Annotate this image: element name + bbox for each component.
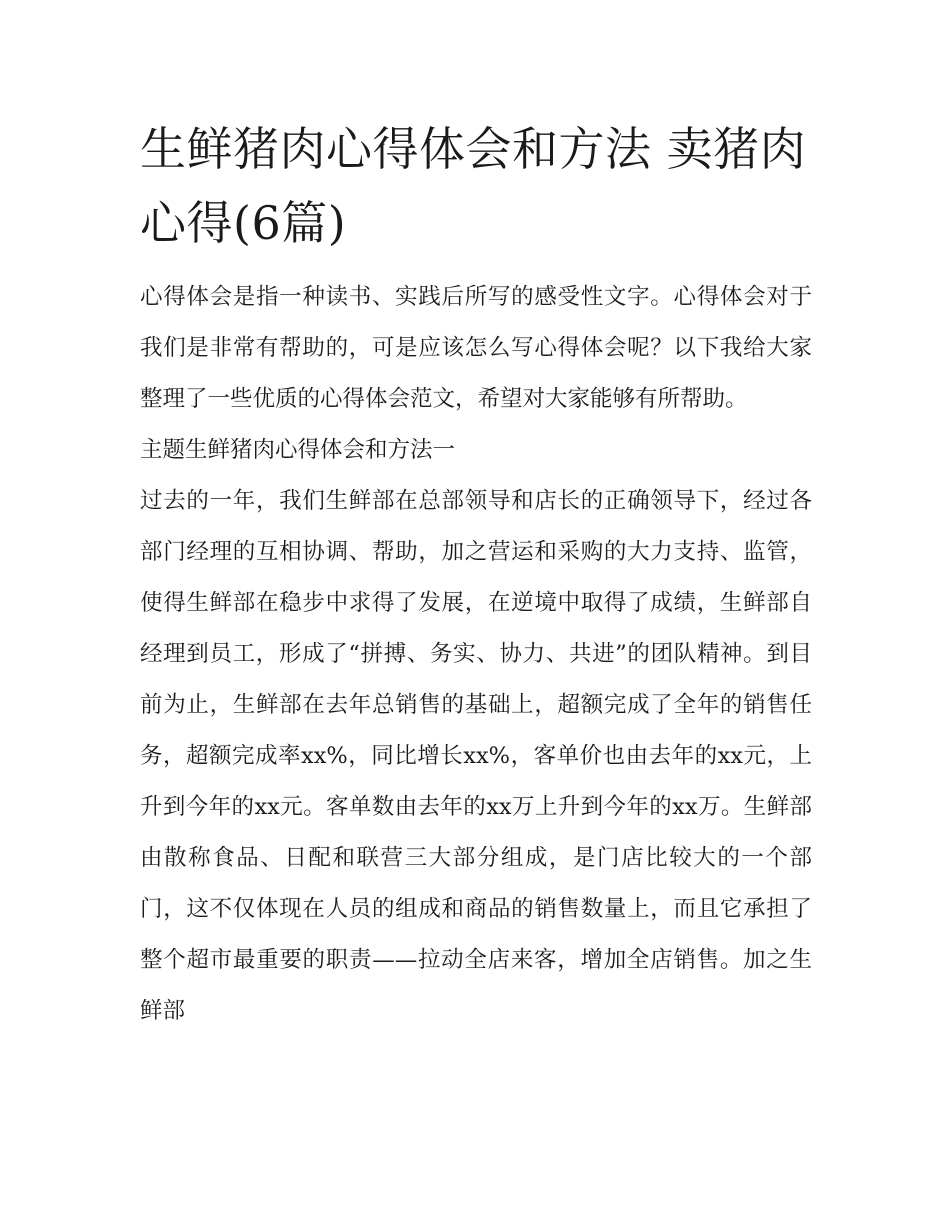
document-page <box>140 112 812 1037</box>
section-heading: 主题生鲜猪肉心得体会和方法一 <box>140 437 456 463</box>
document-title: 生鲜猪肉心得体会和方法 卖猪肉心得(6篇) <box>140 122 807 250</box>
body-paragraph: 过去的一年，我们生鲜部在总部领导和店长的正确领导下，经过各部门经理的互相协调、帮助，加之营运和采购的大力支持、监管，使得生鲜部在稳步中求得了发展，在逆境中取得了成绩，生鲜部自经理到员工，形成了“拼搏、务实、协力、共进”的团队精神。到目前为止，生鲜部在去年总销售的基础上，超额完成了全年的销售任务，超额完成率xx%，同比增长xx%，客单价也由去年的xx元，上升到今年的xx元。客单数由去年的xx万上升到今年的xx万。生鲜部由散称食品、日配和联营三大部分组成，是门店比较大的一个部门，这不仅体现在人员的组成和商品的销售数量上，而且它承担了整个超市最重要的职责——拉动全店来客，增加全店销售。加之生鲜部 <box>140 488 812 1024</box>
intro-paragraph: 心得体会是指一种读书、实践后所写的感受性文字。心得体会对于我们是非常有帮助的，可是应该怎么写心得体会呢？以下我给大家整理了一些优质的心得体会范文，希望对大家能够有所帮助。 <box>140 284 812 412</box>
